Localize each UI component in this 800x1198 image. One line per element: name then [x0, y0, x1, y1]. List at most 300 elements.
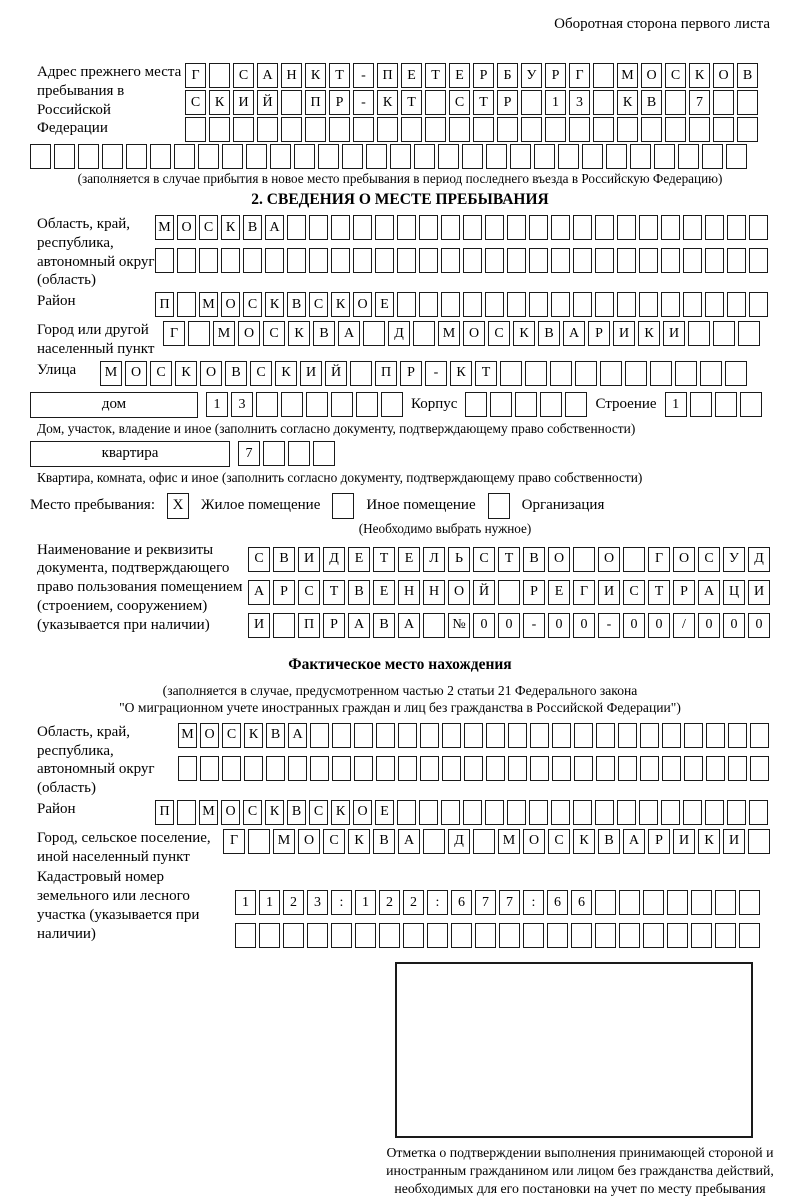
char-cell[interactable]	[738, 321, 760, 346]
char-cell[interactable]	[485, 248, 504, 273]
char-cell[interactable]	[318, 144, 339, 169]
char-cell[interactable]: 1	[235, 890, 256, 915]
char-cell[interactable]: М	[155, 215, 174, 240]
char-cell[interactable]	[222, 144, 243, 169]
char-cell[interactable]	[270, 144, 291, 169]
char-cell[interactable]	[662, 756, 681, 781]
char-cell[interactable]: О	[673, 547, 695, 572]
char-cell[interactable]	[728, 756, 747, 781]
char-cell[interactable]	[530, 756, 549, 781]
char-cell[interactable]	[573, 215, 592, 240]
char-cell[interactable]	[540, 392, 562, 417]
char-cell[interactable]	[419, 215, 438, 240]
char-cell[interactable]: Р	[545, 63, 566, 88]
char-cell[interactable]	[593, 117, 614, 142]
char-cell[interactable]: 0	[573, 613, 595, 638]
char-cell[interactable]	[485, 292, 504, 317]
char-cell[interactable]	[667, 890, 688, 915]
char-cell[interactable]: С	[298, 580, 320, 605]
char-cell[interactable]	[515, 392, 537, 417]
char-cell[interactable]	[377, 117, 398, 142]
char-cell[interactable]	[243, 248, 262, 273]
char-cell[interactable]: Н	[398, 580, 420, 605]
char-cell[interactable]	[442, 756, 461, 781]
char-cell[interactable]	[529, 292, 548, 317]
char-cell[interactable]: К	[288, 321, 310, 346]
char-cell[interactable]	[199, 248, 218, 273]
char-cell[interactable]: И	[233, 90, 254, 115]
char-cell[interactable]: -	[598, 613, 620, 638]
char-cell[interactable]: 2	[403, 890, 424, 915]
char-cell[interactable]	[427, 923, 448, 948]
char-cell[interactable]	[294, 144, 315, 169]
char-cell[interactable]	[661, 215, 680, 240]
char-cell[interactable]	[462, 144, 483, 169]
char-cell[interactable]	[309, 248, 328, 273]
char-cell[interactable]	[507, 248, 526, 273]
char-cell[interactable]	[617, 215, 636, 240]
char-cell[interactable]: Д	[748, 547, 770, 572]
char-cell[interactable]	[675, 361, 697, 386]
char-cell[interactable]: О	[463, 321, 485, 346]
char-cell[interactable]: Р	[523, 580, 545, 605]
char-cell[interactable]	[684, 723, 703, 748]
char-cell[interactable]	[726, 144, 747, 169]
char-cell[interactable]: 0	[698, 613, 720, 638]
char-cell[interactable]	[485, 800, 504, 825]
char-cell[interactable]: С	[548, 829, 570, 854]
char-cell[interactable]	[595, 800, 614, 825]
char-cell[interactable]	[625, 361, 647, 386]
char-cell[interactable]: 1	[355, 890, 376, 915]
char-cell[interactable]: Й	[257, 90, 278, 115]
char-cell[interactable]	[749, 292, 768, 317]
char-cell[interactable]: С	[263, 321, 285, 346]
char-cell[interactable]: К	[698, 829, 720, 854]
char-cell[interactable]	[499, 923, 520, 948]
char-cell[interactable]	[188, 321, 210, 346]
char-cell[interactable]	[449, 117, 470, 142]
char-cell[interactable]	[661, 800, 680, 825]
char-cell[interactable]	[310, 723, 329, 748]
char-cell[interactable]	[126, 144, 147, 169]
char-cell[interactable]	[350, 361, 372, 386]
char-cell[interactable]	[420, 723, 439, 748]
char-cell[interactable]	[423, 829, 445, 854]
char-cell[interactable]: С	[248, 547, 270, 572]
char-cell[interactable]	[728, 723, 747, 748]
char-cell[interactable]: С	[309, 292, 328, 317]
char-cell[interactable]	[398, 756, 417, 781]
char-cell[interactable]: П	[155, 292, 174, 317]
char-cell[interactable]	[683, 248, 702, 273]
char-cell[interactable]	[595, 248, 614, 273]
char-cell[interactable]: Р	[329, 90, 350, 115]
char-cell[interactable]: Е	[449, 63, 470, 88]
char-cell[interactable]	[381, 392, 403, 417]
char-cell[interactable]	[209, 117, 230, 142]
char-cell[interactable]	[379, 923, 400, 948]
char-cell[interactable]: 3	[231, 392, 253, 417]
char-cell[interactable]: В	[538, 321, 560, 346]
char-cell[interactable]	[596, 723, 615, 748]
char-cell[interactable]: 7	[238, 441, 260, 466]
char-cell[interactable]: И	[298, 547, 320, 572]
char-cell[interactable]	[617, 292, 636, 317]
char-cell[interactable]: 6	[451, 890, 472, 915]
char-cell[interactable]	[177, 292, 196, 317]
char-cell[interactable]	[691, 923, 712, 948]
char-cell[interactable]: 2	[283, 890, 304, 915]
char-cell[interactable]	[727, 800, 746, 825]
char-cell[interactable]: А	[257, 63, 278, 88]
char-cell[interactable]	[713, 90, 734, 115]
char-cell[interactable]	[678, 144, 699, 169]
char-cell[interactable]	[508, 756, 527, 781]
char-cell[interactable]	[623, 547, 645, 572]
char-cell[interactable]	[574, 723, 593, 748]
char-cell[interactable]	[366, 144, 387, 169]
char-cell[interactable]: Т	[498, 547, 520, 572]
char-cell[interactable]	[713, 117, 734, 142]
char-cell[interactable]: О	[548, 547, 570, 572]
char-cell[interactable]: О	[177, 215, 196, 240]
char-cell[interactable]: К	[348, 829, 370, 854]
char-cell[interactable]: О	[448, 580, 470, 605]
char-cell[interactable]	[618, 756, 637, 781]
char-cell[interactable]	[510, 144, 531, 169]
char-cell[interactable]	[438, 144, 459, 169]
char-cell[interactable]	[689, 117, 710, 142]
char-cell[interactable]: А	[563, 321, 585, 346]
char-cell[interactable]	[281, 117, 302, 142]
char-cell[interactable]: В	[373, 829, 395, 854]
char-cell[interactable]: Р	[323, 613, 345, 638]
char-cell[interactable]	[441, 292, 460, 317]
char-cell[interactable]	[700, 361, 722, 386]
char-cell[interactable]	[639, 248, 658, 273]
char-cell[interactable]	[30, 144, 51, 169]
char-cell[interactable]: О	[200, 361, 222, 386]
char-cell[interactable]: 1	[259, 890, 280, 915]
char-cell[interactable]: В	[287, 800, 306, 825]
char-cell[interactable]	[552, 756, 571, 781]
char-cell[interactable]	[551, 292, 570, 317]
char-cell[interactable]: Й	[473, 580, 495, 605]
char-cell[interactable]	[342, 144, 363, 169]
char-cell[interactable]	[727, 292, 746, 317]
char-cell[interactable]: 2	[379, 890, 400, 915]
char-cell[interactable]	[332, 756, 351, 781]
char-cell[interactable]: И	[598, 580, 620, 605]
char-cell[interactable]: И	[300, 361, 322, 386]
char-cell[interactable]	[749, 248, 768, 273]
char-cell[interactable]	[419, 292, 438, 317]
char-cell[interactable]: К	[689, 63, 710, 88]
checkbox-inoe-pomeshchenie[interactable]	[332, 493, 354, 519]
char-cell[interactable]: О	[221, 292, 240, 317]
char-cell[interactable]	[530, 723, 549, 748]
char-cell[interactable]: С	[323, 829, 345, 854]
char-cell[interactable]: Т	[329, 63, 350, 88]
char-cell[interactable]	[331, 392, 353, 417]
char-cell[interactable]: О	[125, 361, 147, 386]
char-cell[interactable]	[332, 723, 351, 748]
char-cell[interactable]: А	[338, 321, 360, 346]
char-cell[interactable]	[307, 923, 328, 948]
char-cell[interactable]: Г	[163, 321, 185, 346]
char-cell[interactable]	[475, 923, 496, 948]
char-cell[interactable]	[521, 90, 542, 115]
char-cell[interactable]: А	[348, 613, 370, 638]
char-cell[interactable]: 0	[498, 613, 520, 638]
char-cell[interactable]: -	[523, 613, 545, 638]
char-cell[interactable]	[654, 144, 675, 169]
char-cell[interactable]: И	[723, 829, 745, 854]
char-cell[interactable]	[715, 890, 736, 915]
char-cell[interactable]	[565, 392, 587, 417]
char-cell[interactable]	[705, 800, 724, 825]
char-cell[interactable]: К	[513, 321, 535, 346]
char-cell[interactable]	[640, 723, 659, 748]
char-cell[interactable]: М	[178, 723, 197, 748]
char-cell[interactable]	[441, 215, 460, 240]
char-cell[interactable]: Б	[497, 63, 518, 88]
char-cell[interactable]: О	[298, 829, 320, 854]
char-cell[interactable]	[639, 800, 658, 825]
char-cell[interactable]	[691, 890, 712, 915]
char-cell[interactable]: С	[473, 547, 495, 572]
char-cell[interactable]	[498, 580, 520, 605]
char-cell[interactable]: А	[698, 580, 720, 605]
char-cell[interactable]	[500, 361, 522, 386]
char-cell[interactable]: Т	[401, 90, 422, 115]
char-cell[interactable]	[414, 144, 435, 169]
char-cell[interactable]: К	[331, 292, 350, 317]
char-cell[interactable]	[150, 144, 171, 169]
char-cell[interactable]: Т	[473, 90, 494, 115]
char-cell[interactable]	[420, 756, 439, 781]
char-cell[interactable]: В	[243, 215, 262, 240]
char-cell[interactable]: А	[398, 829, 420, 854]
char-cell[interactable]	[507, 215, 526, 240]
char-cell[interactable]	[305, 117, 326, 142]
char-cell[interactable]	[281, 90, 302, 115]
char-cell[interactable]: Й	[325, 361, 347, 386]
char-cell[interactable]	[521, 117, 542, 142]
char-cell[interactable]: С	[623, 580, 645, 605]
char-cell[interactable]: О	[713, 63, 734, 88]
char-cell[interactable]: И	[613, 321, 635, 346]
char-cell[interactable]	[551, 248, 570, 273]
char-cell[interactable]	[397, 248, 416, 273]
char-cell[interactable]	[376, 756, 395, 781]
char-cell[interactable]	[281, 392, 303, 417]
char-cell[interactable]	[54, 144, 75, 169]
char-cell[interactable]	[259, 923, 280, 948]
char-cell[interactable]	[596, 756, 615, 781]
char-cell[interactable]: Р	[588, 321, 610, 346]
char-cell[interactable]: И	[663, 321, 685, 346]
char-cell[interactable]: К	[244, 723, 263, 748]
char-cell[interactable]	[749, 800, 768, 825]
char-cell[interactable]: С	[243, 292, 262, 317]
char-cell[interactable]: М	[273, 829, 295, 854]
char-cell[interactable]	[523, 923, 544, 948]
char-cell[interactable]	[643, 890, 664, 915]
char-cell[interactable]: Е	[348, 547, 370, 572]
char-cell[interactable]: Р	[273, 580, 295, 605]
char-cell[interactable]	[662, 723, 681, 748]
char-cell[interactable]	[593, 90, 614, 115]
char-cell[interactable]	[256, 392, 278, 417]
char-cell[interactable]: 0	[473, 613, 495, 638]
char-cell[interactable]: Е	[398, 547, 420, 572]
char-cell[interactable]: П	[298, 613, 320, 638]
char-cell[interactable]: Ь	[448, 547, 470, 572]
char-cell[interactable]: Н	[423, 580, 445, 605]
char-cell[interactable]: С	[698, 547, 720, 572]
char-cell[interactable]: И	[248, 613, 270, 638]
char-cell[interactable]	[705, 248, 724, 273]
char-cell[interactable]	[573, 547, 595, 572]
char-cell[interactable]	[715, 923, 736, 948]
char-cell[interactable]: В	[348, 580, 370, 605]
char-cell[interactable]: К	[638, 321, 660, 346]
char-cell[interactable]	[600, 361, 622, 386]
char-cell[interactable]	[177, 248, 196, 273]
char-cell[interactable]: С	[309, 800, 328, 825]
char-cell[interactable]: Н	[281, 63, 302, 88]
char-cell[interactable]	[725, 361, 747, 386]
char-cell[interactable]	[639, 292, 658, 317]
char-cell[interactable]	[463, 215, 482, 240]
char-cell[interactable]: К	[265, 800, 284, 825]
char-cell[interactable]	[706, 756, 725, 781]
char-cell[interactable]	[425, 90, 446, 115]
char-cell[interactable]: :	[523, 890, 544, 915]
char-cell[interactable]	[595, 890, 616, 915]
char-cell[interactable]: У	[521, 63, 542, 88]
char-cell[interactable]	[661, 248, 680, 273]
char-cell[interactable]: 6	[571, 890, 592, 915]
char-cell[interactable]: Т	[373, 547, 395, 572]
char-cell[interactable]	[233, 117, 254, 142]
char-cell[interactable]: Р	[497, 90, 518, 115]
char-cell[interactable]: С	[222, 723, 241, 748]
char-cell[interactable]	[78, 144, 99, 169]
char-cell[interactable]	[690, 392, 712, 417]
char-cell[interactable]: 0	[548, 613, 570, 638]
char-cell[interactable]	[398, 723, 417, 748]
char-cell[interactable]: М	[199, 800, 218, 825]
char-cell[interactable]	[525, 361, 547, 386]
char-cell[interactable]	[248, 829, 270, 854]
char-cell[interactable]: -	[353, 90, 374, 115]
char-cell[interactable]: В	[598, 829, 620, 854]
char-cell[interactable]	[464, 723, 483, 748]
char-cell[interactable]	[329, 117, 350, 142]
char-cell[interactable]	[354, 723, 373, 748]
char-cell[interactable]	[473, 117, 494, 142]
char-cell[interactable]: Д	[448, 829, 470, 854]
char-cell[interactable]	[740, 392, 762, 417]
char-cell[interactable]	[641, 117, 662, 142]
char-cell[interactable]	[376, 723, 395, 748]
char-cell[interactable]: Ц	[723, 580, 745, 605]
char-cell[interactable]	[558, 144, 579, 169]
char-cell[interactable]: :	[427, 890, 448, 915]
char-cell[interactable]	[485, 215, 504, 240]
char-cell[interactable]	[508, 723, 527, 748]
char-cell[interactable]	[355, 923, 376, 948]
char-cell[interactable]: Е	[548, 580, 570, 605]
char-cell[interactable]	[665, 117, 686, 142]
char-cell[interactable]	[200, 756, 219, 781]
char-cell[interactable]: В	[523, 547, 545, 572]
char-cell[interactable]: Г	[648, 547, 670, 572]
char-cell[interactable]: Т	[475, 361, 497, 386]
char-cell[interactable]	[413, 321, 435, 346]
char-cell[interactable]	[534, 144, 555, 169]
char-cell[interactable]: С	[233, 63, 254, 88]
char-cell[interactable]	[273, 613, 295, 638]
char-cell[interactable]: А	[248, 580, 270, 605]
char-cell[interactable]: Р	[473, 63, 494, 88]
char-cell[interactable]: В	[373, 613, 395, 638]
char-cell[interactable]	[529, 800, 548, 825]
char-cell[interactable]	[582, 144, 603, 169]
char-cell[interactable]	[102, 144, 123, 169]
char-cell[interactable]: /	[673, 613, 695, 638]
char-cell[interactable]	[683, 800, 702, 825]
char-cell[interactable]	[244, 756, 263, 781]
char-cell[interactable]: С	[243, 800, 262, 825]
char-cell[interactable]	[221, 248, 240, 273]
char-cell[interactable]: К	[221, 215, 240, 240]
char-cell[interactable]: 3	[307, 890, 328, 915]
char-cell[interactable]	[661, 292, 680, 317]
char-cell[interactable]	[465, 392, 487, 417]
char-cell[interactable]	[545, 117, 566, 142]
char-cell[interactable]: М	[438, 321, 460, 346]
char-cell[interactable]	[306, 392, 328, 417]
char-cell[interactable]	[748, 829, 770, 854]
char-cell[interactable]	[643, 923, 664, 948]
char-cell[interactable]	[403, 923, 424, 948]
char-cell[interactable]	[288, 756, 307, 781]
char-cell[interactable]: В	[225, 361, 247, 386]
char-cell[interactable]: П	[375, 361, 397, 386]
char-cell[interactable]: :	[331, 890, 352, 915]
char-cell[interactable]: О	[200, 723, 219, 748]
char-cell[interactable]: А	[623, 829, 645, 854]
char-cell[interactable]	[490, 392, 512, 417]
char-cell[interactable]: О	[221, 800, 240, 825]
char-cell[interactable]: О	[353, 800, 372, 825]
char-cell[interactable]	[198, 144, 219, 169]
char-cell[interactable]: К	[331, 800, 350, 825]
char-cell[interactable]	[265, 248, 284, 273]
char-cell[interactable]: В	[266, 723, 285, 748]
char-cell[interactable]	[310, 756, 329, 781]
char-cell[interactable]: 0	[623, 613, 645, 638]
char-cell[interactable]: К	[275, 361, 297, 386]
char-cell[interactable]: 3	[569, 90, 590, 115]
char-cell[interactable]: 6	[547, 890, 568, 915]
char-cell[interactable]	[618, 723, 637, 748]
char-cell[interactable]	[640, 756, 659, 781]
